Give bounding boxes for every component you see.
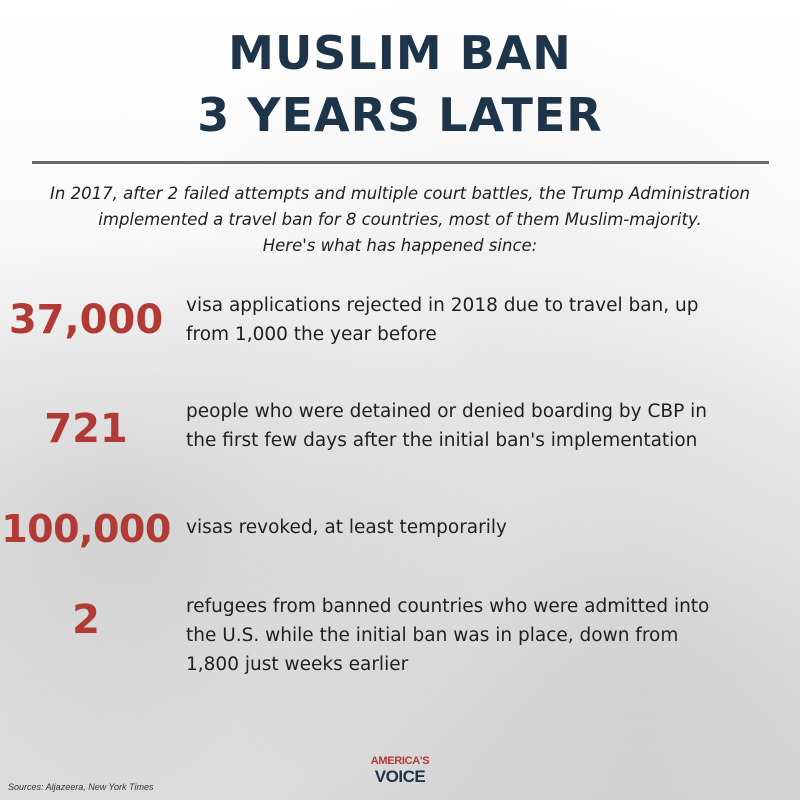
- stat-description: [186, 291, 776, 349]
- stat-description: [186, 592, 776, 679]
- stat-description-line: the U.S. while the initial ban was in place, down from: [186, 625, 679, 646]
- logo-line-1: AMERICA'S: [370, 755, 430, 767]
- stat-number: 37,000: [8, 297, 164, 343]
- title-divider: [32, 161, 769, 164]
- stat-description-line: visas revoked, at least temporarily: [186, 517, 507, 538]
- stat-description-line: people who were detained or denied boarding by CBP in: [186, 401, 707, 422]
- stat-number: 100,000: [1, 507, 171, 551]
- stat-description-line: 1,800 just weeks earlier: [186, 654, 409, 675]
- stat-description: [186, 397, 776, 455]
- logo-line-2: VOICE: [374, 767, 426, 786]
- stat-description-line: the first few days after the initial ban's implementation: [186, 430, 698, 451]
- stat-number: 2: [72, 597, 100, 643]
- sources-note: Sources: Aljazeera, New York Times: [8, 782, 154, 792]
- intro-line-2: implemented a travel ban for 8 countries, most of them Muslim-majority.: [98, 210, 702, 229]
- americas-voice-logo: [364, 756, 436, 785]
- stat-number: 721: [44, 406, 128, 452]
- stat-description-line: visa applications rejected in 2018 due to travel ban, up: [186, 295, 699, 316]
- intro-text: [0, 181, 800, 259]
- page-title: [0, 22, 800, 146]
- title-line-1: MUSLIM BAN: [228, 26, 572, 80]
- stat-description-line: from 1,000 the year before: [186, 324, 437, 345]
- stat-description-line: refugees from banned countries who were admitted into: [186, 596, 710, 617]
- intro-line-3: Here's what has happened since:: [262, 236, 538, 255]
- intro-line-1: In 2017, after 2 failed attempts and multiple court battles, the Trump Administration: [50, 184, 750, 203]
- title-line-2: 3 YEARS LATER: [197, 88, 603, 142]
- stat-description: [186, 513, 776, 542]
